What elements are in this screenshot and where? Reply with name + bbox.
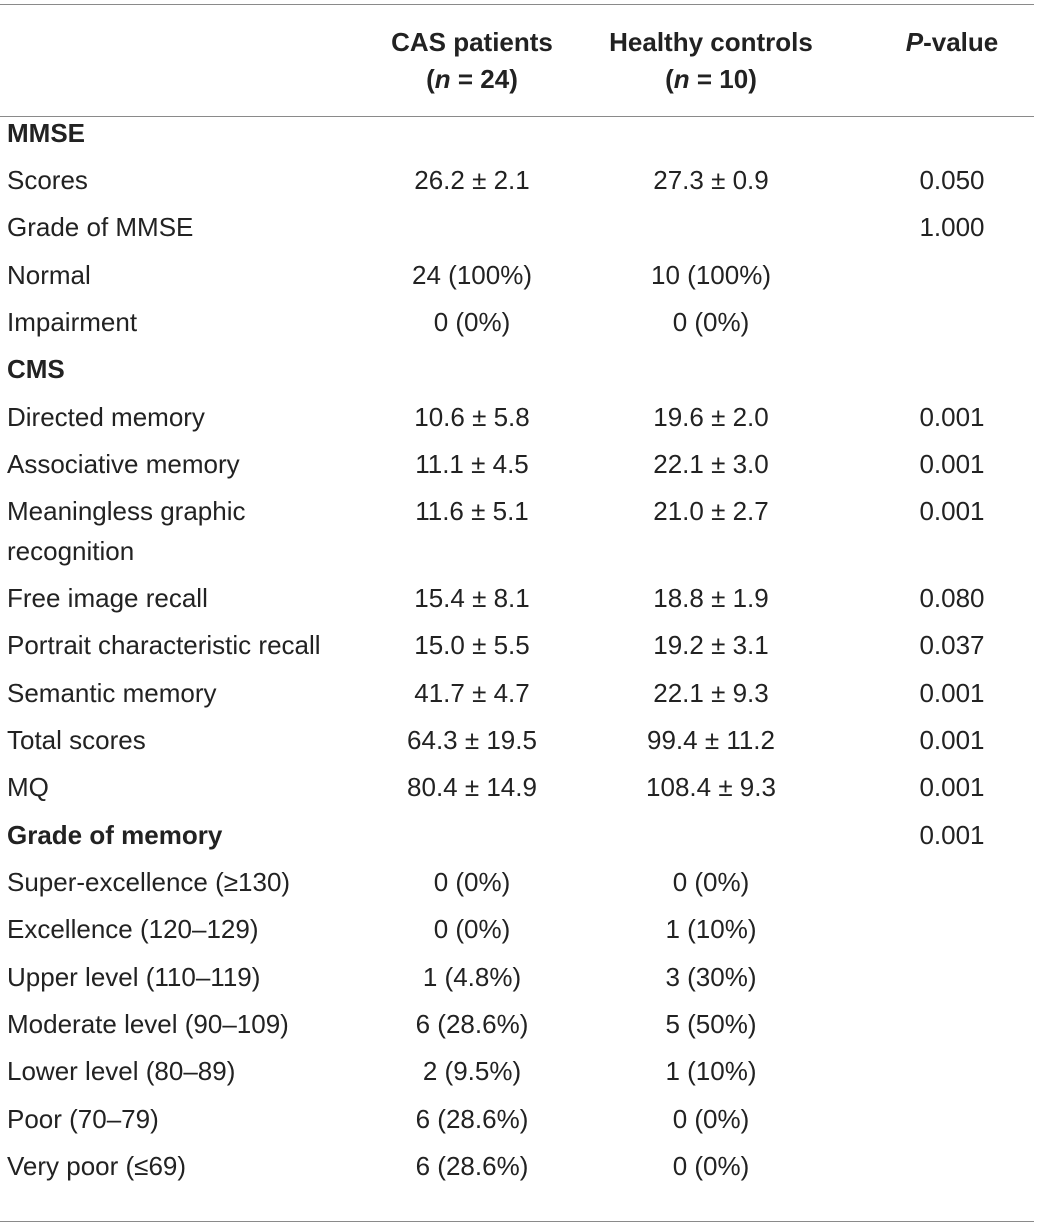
- p-value: 0.050: [919, 165, 985, 195]
- hc-value: 99.4 ± 11.2: [647, 725, 775, 755]
- hc-value: 0 (0%): [672, 867, 750, 897]
- cas-value: 15.4 ± 8.1: [414, 583, 530, 613]
- cas-value: 6 (28.6%): [415, 1151, 529, 1181]
- row-label: Grade of memory: [7, 820, 223, 850]
- header-p-value: P-value: [905, 27, 999, 57]
- row-label: Upper level (110–119): [7, 962, 261, 992]
- cas-value: 2 (9.5%): [422, 1056, 522, 1086]
- row-label: Semantic memory: [7, 678, 217, 708]
- row-label: Lower level (80–89): [7, 1056, 236, 1086]
- p-value: 0.001: [919, 678, 985, 708]
- hc-value: 22.1 ± 9.3: [653, 678, 769, 708]
- cas-value: 11.1 ± 4.5: [415, 449, 529, 479]
- cas-value: 41.7 ± 4.7: [414, 678, 530, 708]
- p-value: 0.001: [919, 449, 985, 479]
- cas-value: 6 (28.6%): [415, 1009, 529, 1039]
- header-cas-title: CAS patients: [391, 27, 553, 57]
- p-value: 0.001: [919, 820, 985, 850]
- hc-value: 5 (50%): [665, 1009, 757, 1039]
- hc-value: 108.4 ± 9.3: [646, 772, 776, 802]
- cas-value: 26.2 ± 2.1: [414, 165, 530, 195]
- p-value: 1.000: [919, 212, 985, 242]
- hc-value: 10 (100%): [651, 260, 771, 290]
- row-label: Meaningless graphic: [7, 496, 246, 526]
- row-label: Excellence (120–129): [7, 914, 259, 944]
- hc-value: 1 (10%): [665, 1056, 757, 1086]
- header-hc-title: Healthy controls: [609, 27, 813, 57]
- row-label: Poor (70–79): [7, 1104, 159, 1134]
- row-label: Very poor (≤69): [7, 1151, 187, 1181]
- hc-value: 19.6 ± 2.0: [653, 402, 769, 432]
- row-label: Portrait characteristic recall: [7, 630, 321, 660]
- hc-value: 21.0 ± 2.7: [653, 496, 769, 526]
- hc-value: 3 (30%): [665, 962, 757, 992]
- p-value: 0.080: [919, 583, 985, 613]
- row-label: Directed memory: [7, 402, 205, 432]
- p-value: 0.037: [919, 630, 985, 660]
- cas-value: 0 (0%): [433, 867, 511, 897]
- table-header: [0, 24, 1034, 104]
- p-value: 0.001: [919, 402, 985, 432]
- hc-value: 19.2 ± 3.1: [653, 630, 769, 660]
- cas-value: 64.3 ± 19.5: [407, 725, 537, 755]
- p-value: 0.001: [919, 772, 985, 802]
- header-cas-n: (n = 24): [426, 64, 518, 94]
- header-hc-n: (n = 10): [665, 64, 757, 94]
- cas-value: 80.4 ± 14.9: [407, 772, 537, 802]
- row-label: Associative memory: [7, 449, 240, 479]
- row-label: Free image recall: [7, 583, 208, 613]
- row-label: Super-excellence (≥130): [7, 867, 291, 897]
- hc-value: 1 (10%): [665, 914, 757, 944]
- cas-value: 6 (28.6%): [415, 1104, 529, 1134]
- table-top-rule: [0, 4, 1034, 5]
- cas-value: 11.6 ± 5.1: [415, 496, 529, 526]
- cas-value: 0 (0%): [433, 914, 511, 944]
- row-label: Grade of MMSE: [7, 212, 194, 242]
- cas-value: 15.0 ± 5.5: [414, 630, 530, 660]
- row-label: CMS: [7, 354, 65, 384]
- table-bottom-rule: [0, 1221, 1034, 1222]
- cas-value: 0 (0%): [433, 307, 511, 337]
- row-label: Total scores: [7, 725, 146, 755]
- header-healthy-controls: [590, 24, 832, 98]
- hc-value: 0 (0%): [672, 1151, 750, 1181]
- p-value: 0.001: [919, 725, 985, 755]
- row-label: recognition: [7, 536, 135, 566]
- p-value: 0.001: [919, 496, 985, 526]
- row-label: Impairment: [7, 307, 138, 337]
- cas-value: 10.6 ± 5.8: [414, 402, 530, 432]
- header-cas-patients: [366, 24, 578, 98]
- hc-value: 22.1 ± 3.0: [653, 449, 769, 479]
- hc-value: 27.3 ± 0.9: [653, 165, 769, 195]
- row-label: MMSE: [7, 118, 85, 148]
- row-label: MQ: [7, 772, 49, 802]
- cas-value: 1 (4.8%): [422, 962, 522, 992]
- row-label: Scores: [7, 165, 88, 195]
- hc-value: 18.8 ± 1.9: [653, 583, 769, 613]
- cas-value: 24 (100%): [412, 260, 532, 290]
- row-label: Normal: [7, 260, 91, 290]
- row-label: Moderate level (90–109): [7, 1009, 289, 1039]
- hc-value: 0 (0%): [672, 307, 750, 337]
- hc-value: 0 (0%): [672, 1104, 750, 1134]
